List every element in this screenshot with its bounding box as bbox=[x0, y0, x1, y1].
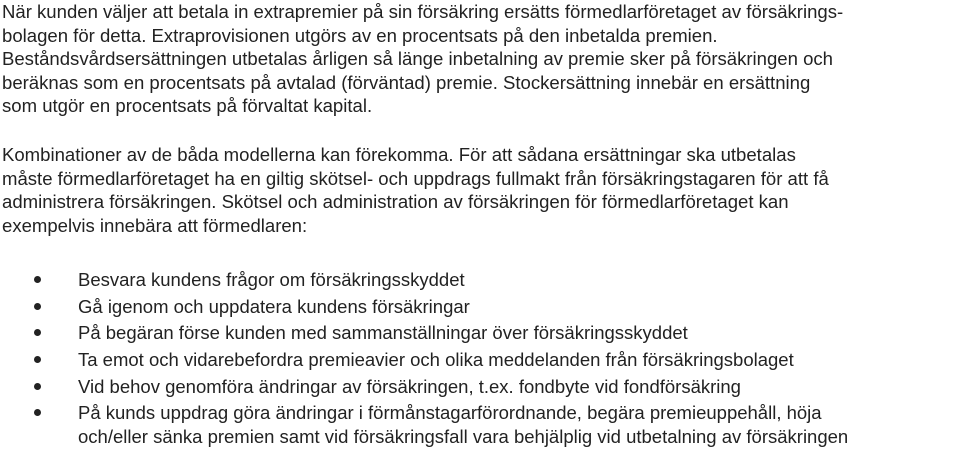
list-item-text: Ta emot och vidarebefordra premieavier och olika meddelanden från försäkringsbolaget bbox=[78, 349, 794, 371]
bullet-icon bbox=[34, 356, 41, 363]
bullet-list bbox=[0, 268, 960, 452]
list-item bbox=[0, 295, 960, 319]
paragraph-line: När kunden väljer att betala in extrapremier på sin försäkring ersätts förmedlarföretaget av försäkrings- bbox=[2, 1, 844, 22]
paragraph-line: måste förmedlarföretaget ha en giltig skötsel- och uppdrags fullmakt från försäkringstagaren för att få bbox=[2, 167, 829, 189]
paragraph-line: som utgör en procentsats på förvaltat kapital. bbox=[2, 95, 373, 117]
list-item-text: Vid behov genomföra ändringar av försäkringen, t.ex. fondbyte vid fondförsäkring bbox=[78, 375, 741, 397]
list-item-text: Gå igenom och uppdatera kundens försäkringar bbox=[78, 295, 470, 317]
list-item-text: och/eller sänka premien samt vid försäkringsfall vara behjälplig vid utbetalning av försäkringen bbox=[78, 426, 849, 448]
list-item bbox=[0, 321, 960, 345]
paragraph-commission-types bbox=[2, 0, 958, 118]
list-item-text: Besvara kundens frågor om försäkringsskyddet bbox=[78, 269, 465, 290]
list-item bbox=[0, 348, 960, 372]
paragraph-line: beräknas som en procentsats på avtalad (förväntad) premie. Stockersättning innebär en ersättning bbox=[2, 71, 811, 93]
list-item-text: På begäran förse kunden med sammanställningar över försäkringsskyddet bbox=[78, 322, 688, 344]
paragraph-line: exempelvis innebära att förmedlaren: bbox=[2, 214, 308, 236]
paragraph-line: Beståndsvårdsersättningen utbetalas årligen så länge inbetalning av premie sker på försäkringen och bbox=[2, 48, 833, 70]
paragraph-line: Kombinationer av de båda modellerna kan förekomma. För att sådana ersättningar ska utbetalas bbox=[2, 144, 796, 165]
bullet-icon bbox=[34, 276, 41, 283]
paragraph-combinations bbox=[2, 143, 958, 237]
bullet-icon bbox=[34, 329, 41, 336]
paragraph-line: bolagen för detta. Extraprovisionen utgörs av en procentsats på den inbetalda premien. bbox=[2, 24, 718, 46]
list-item-text: På kunds uppdrag göra ändringar i förmånstagarförordnande, begära premieuppehåll, höja bbox=[78, 402, 822, 424]
list-item bbox=[0, 401, 960, 448]
list-item bbox=[0, 268, 960, 292]
paragraph-line: administrera försäkringen. Skötsel och administration av försäkringen för förmedlarföretaget kan bbox=[2, 191, 789, 213]
bullet-icon bbox=[34, 303, 41, 310]
bullet-icon bbox=[34, 409, 41, 416]
bullet-icon bbox=[34, 383, 41, 390]
list-item bbox=[0, 375, 960, 399]
